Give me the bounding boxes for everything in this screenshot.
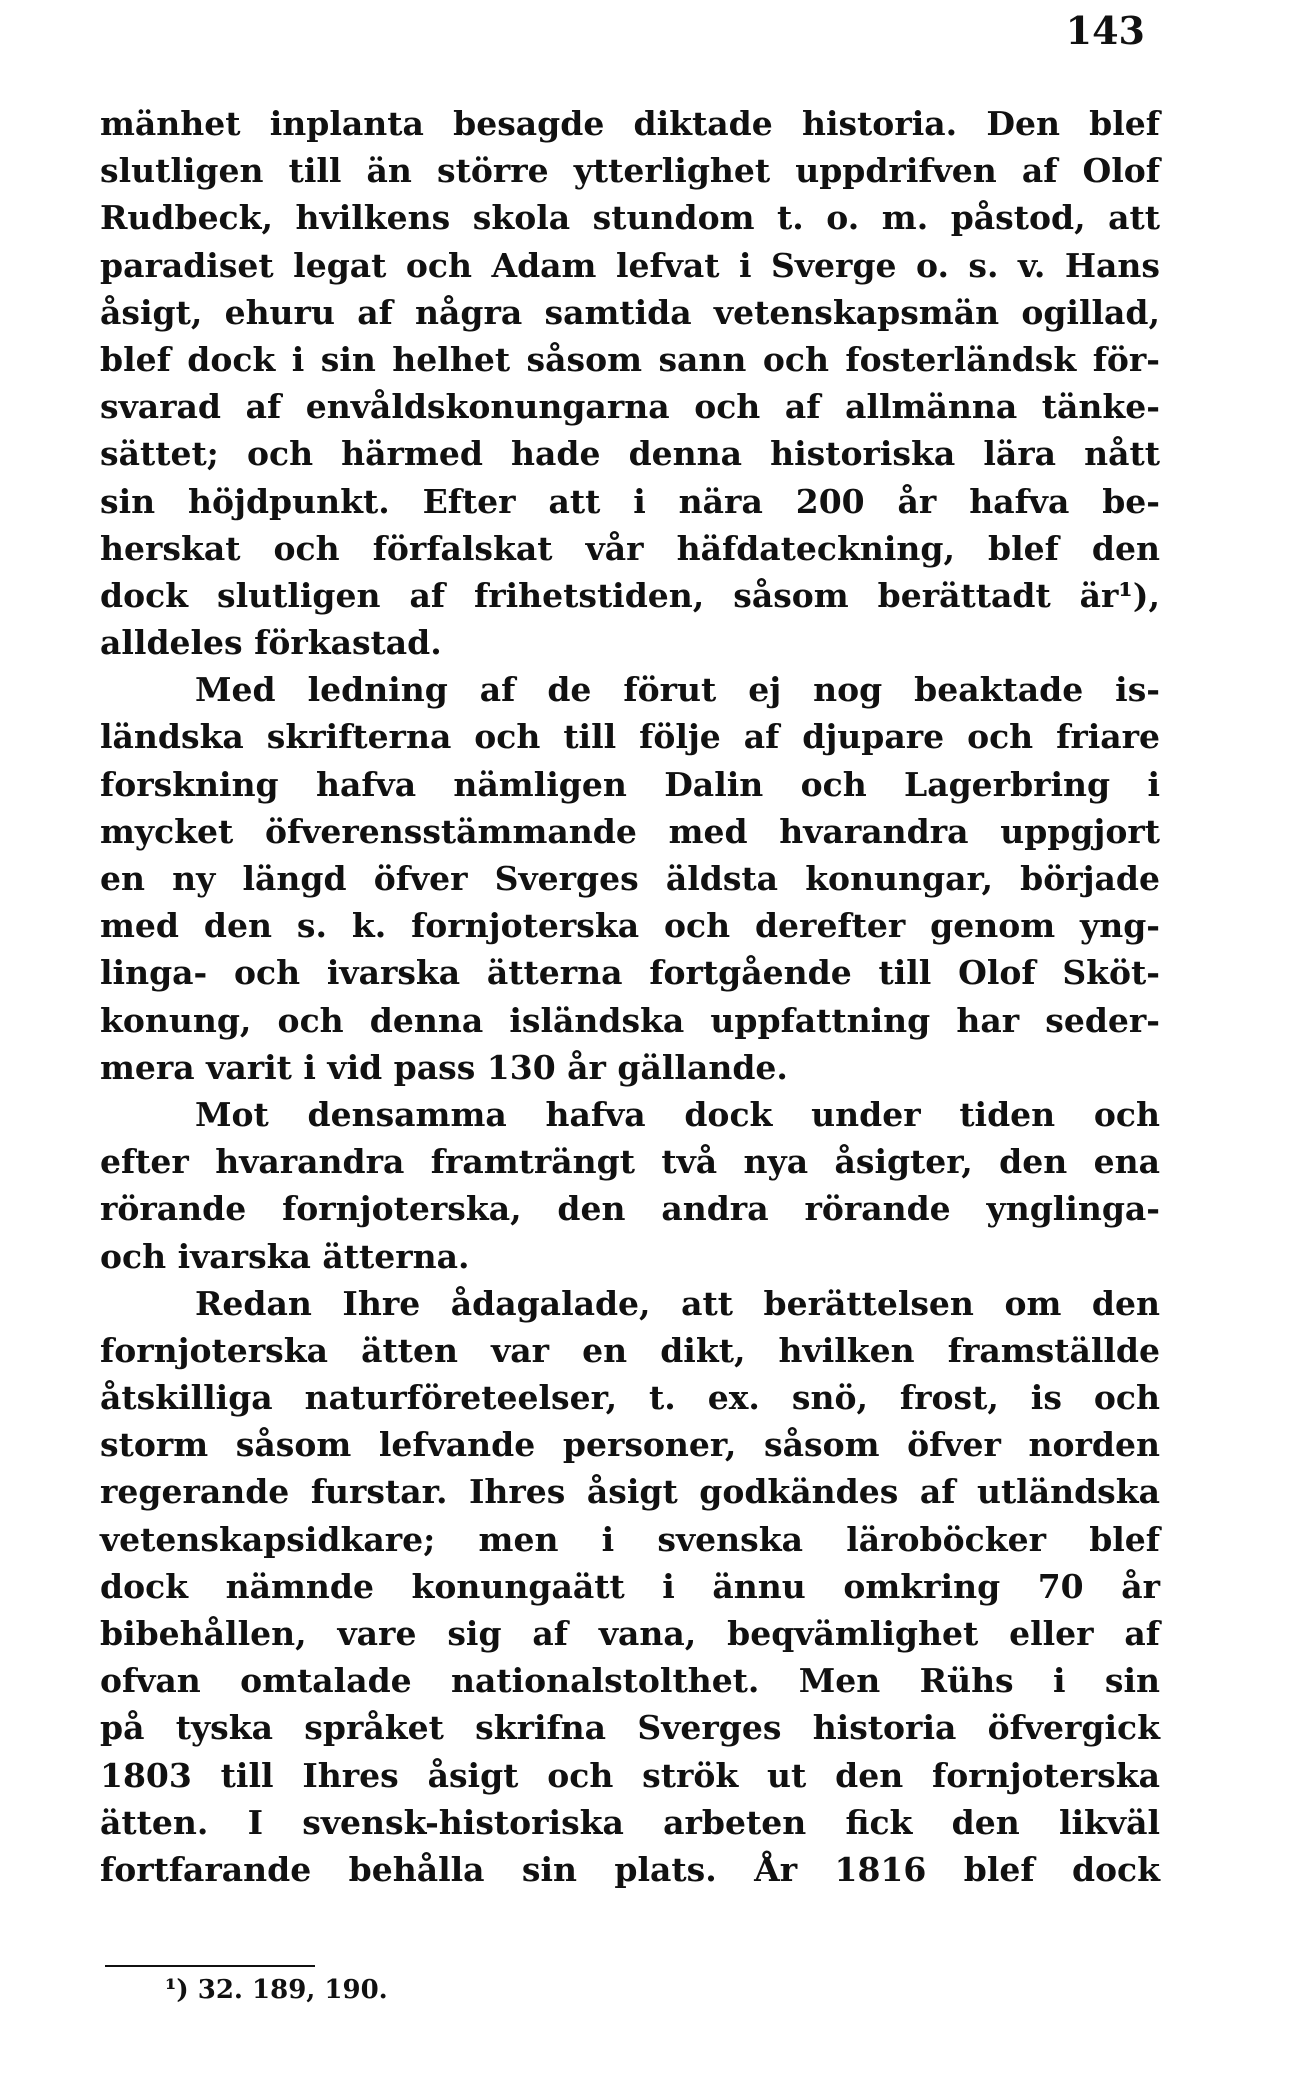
text-line: Redan Ihre ådagalade, att berättelsen om den (195, 1283, 1160, 1323)
text-line: blef dock i sin helhet såsom sann och fosterländsk för- (100, 339, 1160, 379)
text-line: rörande fornjoterska, den andra rörande ynglinga- (100, 1189, 1160, 1229)
text-line: fornjoterska ätten var en dikt, hvilken framställde (100, 1330, 1160, 1370)
text-line: bibehållen, vare sig af vana, beqvämlighet eller af (100, 1614, 1160, 1653)
text-line: åtskilliga naturföreteelser, t. ex. snö, frost, is och (100, 1378, 1160, 1418)
text-line: vetenskapsidkare; men i svenska läroböcker blef (100, 1519, 1160, 1559)
text-line: ofvan omtalade nationalstolthet. Men Rühs i sin (100, 1661, 1160, 1701)
footnote: ¹) 32. 189, 190. (165, 1975, 388, 2005)
text-line: herskat och förfalskat vår häfdateckning, blef den (100, 528, 1160, 568)
text-line: med den s. k. fornjoterska och derefter genom yng- (100, 906, 1160, 946)
text-line: paradiset legat och Adam lefvat i Sverge o. s. v. Hans (100, 245, 1160, 285)
text-line: Med ledning af de förut ej nog beaktade is- (195, 670, 1160, 710)
text-line: åsigt, ehuru af några samtida vetenskapsmän ogillad, (100, 292, 1160, 332)
text-line: 1803 till Ihres åsigt och strök ut den fornjoterska (100, 1755, 1160, 1795)
text-line: Rudbeck, hvilkens skola stundom t. o. m. påstod, att (100, 198, 1160, 238)
text-line: dock slutligen af frihetstiden, såsom berättadt är¹), (100, 575, 1160, 615)
page-number: 143 (1065, 8, 1145, 53)
body-text (100, 100, 1160, 1893)
text-line: konung, och denna isländska uppfattning har seder- (100, 1000, 1160, 1040)
text-line: forskning hafva nämligen Dalin och Lagerbring i (100, 764, 1160, 804)
text-line: fortfarande behålla sin plats. År 1816 blef dock (100, 1849, 1160, 1889)
text-line: sättet; och härmed hade denna historiska lära nått (100, 434, 1160, 474)
text-line: och ivarska ätterna. (100, 1236, 470, 1276)
text-line: dock nämnde konungaätt i ännu omkring 70 år (100, 1566, 1160, 1606)
text-line: ätten. I svensk-historiska arbeten fick den likväl (100, 1802, 1160, 1842)
text-line: linga- och ivarska ätterna fortgående till Olof Sköt- (100, 953, 1160, 993)
text-line: Mot densamma hafva dock under tiden och (195, 1094, 1160, 1134)
text-line: mera varit i vid pass 130 år gällande. (100, 1047, 788, 1087)
footnote-rule (105, 1965, 315, 1967)
text-line: på tyska språket skrifna Sverges historia öfvergick (100, 1708, 1160, 1748)
text-line: slutligen till än större ytterlighet uppdrifven af Olof (100, 151, 1160, 191)
text-line: regerande furstar. Ihres åsigt godkändes af utländska (100, 1472, 1160, 1512)
text-line: sin höjdpunkt. Efter att i nära 200 år hafva be- (100, 481, 1160, 521)
text-line: mycket öfverensstämmande med hvarandra uppgjort (100, 811, 1160, 851)
text-line: efter hvarandra framträngt två nya åsigter, den ena (100, 1142, 1160, 1182)
text-line: storm såsom lefvande personer, såsom öfver norden (100, 1425, 1160, 1465)
text-line: en ny längd öfver Sverges äldsta konungar, började (100, 859, 1160, 898)
text-line: mänhet inplanta besagde diktade historia. Den blef (100, 104, 1160, 143)
text-line: svarad af envåldskonungarna och af allmänna tänke- (100, 387, 1160, 427)
text-line: alldeles förkastad. (100, 623, 442, 663)
text-line: ländska skrifterna och till följe af djupare och friare (100, 717, 1160, 757)
